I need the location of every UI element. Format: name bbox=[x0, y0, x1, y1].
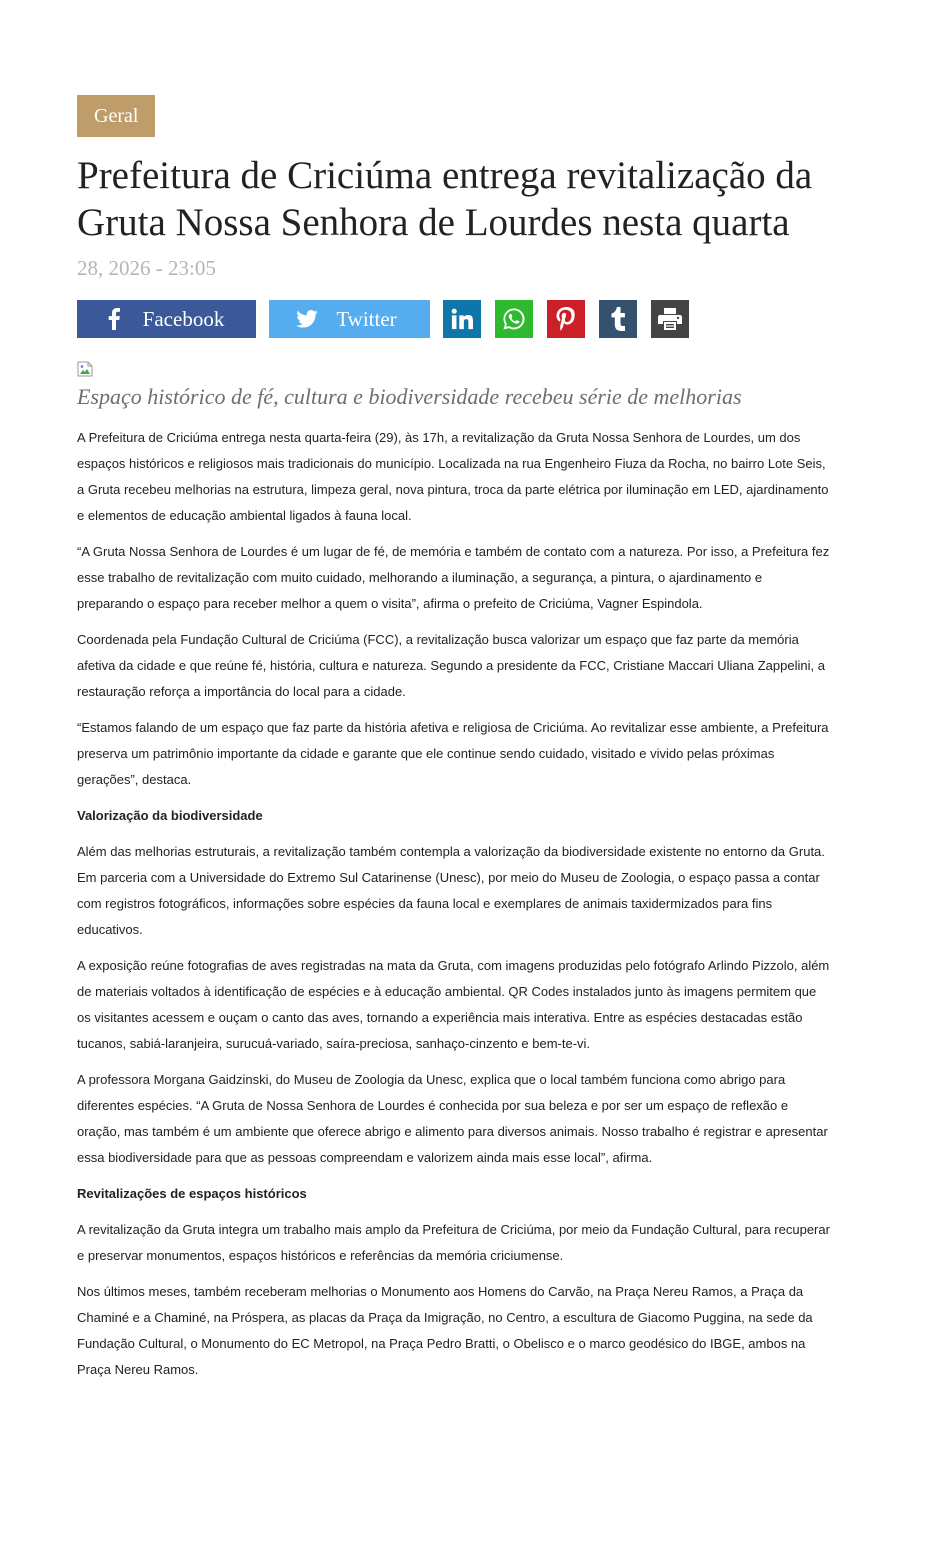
section-heading: Valorização da biodiversidade bbox=[77, 808, 263, 823]
body-paragraph: Além das melhorias estruturais, a revitalização também contempla a valorização da biodiversidade existente no entorno da Gruta. Em parceria com a Universidade do Extremo Sul Catarinense (Unesc), por meio do Museu de Zoologia, o espaço passa a contar com registros fotográficos, informações sobre espécies da fauna local e exemplares de animais taxidermizados para fins educativos. bbox=[77, 844, 825, 937]
article bbox=[77, 95, 832, 1393]
print-button[interactable] bbox=[651, 300, 689, 338]
publish-date: 28, 2026 - 23:05 bbox=[77, 256, 216, 280]
body-paragraph: A Prefeitura de Criciúma entrega nesta quarta-feira (29), às 17h, a revitalização da Gruta Nossa Senhora de Lourdes, um dos espaços históricos e religiosos mais tradicionais do município. Localizada na rua Engenheiro Fiuza da Rocha, no bairro Lote Seis, a Gruta recebeu melhorias na estrutura, limpeza geral, nova pintura, troca da parte elétrica por iluminação em LED, ajardinamento e elementos de educação ambiental ligados à fauna local. bbox=[77, 430, 829, 523]
body-paragraph: Nos últimos meses, também receberam melhorias o Monumento aos Homens do Carvão, na Praça Nereu Ramos, a Praça da Chaminé e a Chaminé, na Próspera, as placas da Praça da Imigração, no Centro, a escultura de Giacomo Puggina, na sede da Fundação Cultural, o Monumento do EC Metropol, na Praça Pedro Bratti, o Obelisco e o marco geodésico do IBGE, ambos na Praça Nereu Ramos. bbox=[77, 1284, 813, 1377]
body-paragraph: “Estamos falando de um espaço que faz parte da história afetiva e religiosa de Criciúma. Ao revitalizar esse ambiente, a Prefeitura preserva um patrimônio importante da cidade e garante que ele continue sendo cuidado, visitado e vivido pelas próximas gerações”, destaca. bbox=[77, 720, 829, 787]
page-title: Prefeitura de Criciúma entrega revitalização da Gruta Nossa Senhora de Lourdes nesta quarta bbox=[77, 154, 813, 244]
body-paragraph: A revitalização da Gruta integra um trabalho mais amplo da Prefeitura de Criciúma, por meio da Fundação Cultural, para recuperar e preservar monumentos, espaços históricos e referências da memória criciumense. bbox=[77, 1222, 830, 1263]
category-badge[interactable]: Geral bbox=[77, 95, 155, 137]
broken-image-icon bbox=[77, 361, 93, 377]
facebook-icon bbox=[103, 308, 125, 330]
tumblr-share-button[interactable] bbox=[599, 300, 637, 338]
twitter-label: Twitter bbox=[336, 306, 397, 331]
whatsapp-share-button[interactable] bbox=[495, 300, 533, 338]
body-paragraph: A professora Morgana Gaidzinski, do Museu de Zoologia da Unesc, explica que o local também funciona como abrigo para diferentes espécies. “A Gruta de Nossa Senhora de Lourdes é conhecida por sua beleza e por ser um espaço de reflexão e oração, mas também é um ambiente que oferece abrigo e alimento para diversos animais. Nosso trabalho é registrar e apresentar essa biodiversidade para que as pessoas compreendam e valorizem ainda mais esse local”, afirma. bbox=[77, 1072, 828, 1165]
whatsapp-icon bbox=[502, 307, 526, 331]
article-subtitle: Espaço histórico de fé, cultura e biodiversidade recebeu série de melhorias bbox=[77, 384, 742, 409]
pinterest-share-button[interactable] bbox=[547, 300, 585, 338]
print-icon bbox=[658, 307, 682, 331]
section-heading: Revitalizações de espaços históricos bbox=[77, 1186, 307, 1201]
twitter-icon bbox=[296, 308, 318, 330]
linkedin-icon bbox=[450, 307, 474, 331]
facebook-label: Facebook bbox=[142, 306, 225, 331]
body-paragraph: “A Gruta Nossa Senhora de Lourdes é um lugar de fé, de memória e também de contato com a natureza. Por isso, a Prefeitura fez esse trabalho de revitalização com muito cuidado, melhorando a iluminação, a segurança, a pintura, o ajardinamento e preparando o espaço para receber melhor a quem o visita”, afirma o prefeito de Criciúma, Vagner Espindola. bbox=[77, 544, 830, 611]
body-paragraph: Coordenada pela Fundação Cultural de Criciúma (FCC), a revitalização busca valorizar um espaço que faz parte da memória afetiva da cidade e que reúne fé, história, cultura e natureza. Segundo a presidente da FCC, Cristiane Maccari Uliana Zappelini, a restauração reforça a importância do local para a cidade. bbox=[77, 632, 825, 699]
tumblr-icon bbox=[606, 307, 630, 331]
twitter-share-button[interactable] bbox=[269, 300, 430, 338]
body-paragraph: A exposição reúne fotografias de aves registradas na mata da Gruta, com imagens produzidas pelo fotógrafo Arlindo Pizzolo, além de materiais voltados à identificação de espécies e à educação ambiental. QR Codes instalados junto às imagens permitem que os visitantes acessem e ouçam o canto das aves, tornando a experiência mais interativa. Entre as espécies destacadas estão tucanos, sabiá-laranjeira, surucuá-variado, saíra-preciosa, sanhaço-cinzento e bem-te-vi. bbox=[77, 958, 830, 1051]
article-body bbox=[77, 425, 832, 1383]
share-bar bbox=[77, 300, 832, 338]
linkedin-share-button[interactable] bbox=[443, 300, 481, 338]
pinterest-icon bbox=[554, 307, 578, 331]
facebook-share-button[interactable] bbox=[77, 300, 256, 338]
